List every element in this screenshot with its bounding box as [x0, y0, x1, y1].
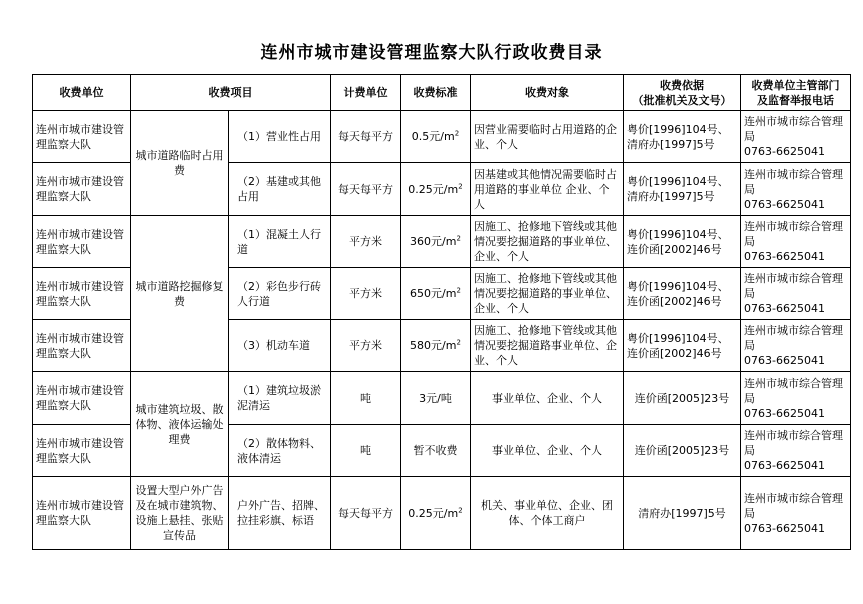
table-row	[33, 111, 851, 163]
cell-sub-item: （2）彩色步行砖人行道	[229, 268, 331, 320]
cell-target: 事业单位、企业、个人	[471, 372, 624, 425]
header-basis: 收费依据 （批准机关及文号）	[624, 75, 741, 111]
cell-measure: 平方米	[331, 268, 401, 320]
cell-target: 因施工、抢修地下管线或其他情况要挖掘道路的事业单位、企业、个人	[471, 216, 624, 268]
cell-standard: 650元$/m^2$	[401, 268, 471, 320]
cell-basis: 清府办[1997]5号	[624, 477, 741, 550]
cell-unit: 连州市城市建设管理监察大队	[33, 320, 131, 372]
cell-dept: 连州市城市综合管理局 0763-6625041	[741, 320, 851, 372]
table-header-row	[33, 75, 851, 111]
cell-target: 因施工、抢修地下管线或其他情况要挖掘道路事业单位、企业、个人	[471, 320, 624, 372]
header-item: 收费项目	[131, 75, 331, 111]
cell-measure: 每天每平方	[331, 111, 401, 163]
header-standard: 收费标准	[401, 75, 471, 111]
table-row	[33, 216, 851, 268]
cell-unit: 连州市城市建设管理监察大队	[33, 111, 131, 163]
cell-standard: 3元/吨	[401, 372, 471, 425]
cell-target: 因施工、抢修地下管线或其他情况要挖掘道路的事业单位、企业、个人	[471, 268, 624, 320]
cell-basis: 粤价[1996]104号、 连价函[2002]46号	[624, 268, 741, 320]
cell-measure: 平方米	[331, 216, 401, 268]
cell-standard: 0.25元$/m^2$	[401, 477, 471, 550]
cell-standard: 360元$/m^2$	[401, 216, 471, 268]
table-row	[33, 477, 851, 550]
fee-table	[32, 74, 851, 550]
cell-standard: 0.5元$/m^2$	[401, 111, 471, 163]
cell-sub-item: （3）机动车道	[229, 320, 331, 372]
cell-group: 城市道路临时占用费	[131, 111, 229, 216]
cell-standard: 580元$/m^2$	[401, 320, 471, 372]
cell-dept: 连州市城市综合管理局 0763-6625041	[741, 477, 851, 550]
cell-dept: 连州市城市综合管理局 0763-6625041	[741, 163, 851, 216]
cell-sub-item: （1）营业性占用	[229, 111, 331, 163]
cell-measure: 吨	[331, 425, 401, 477]
cell-group: 设置大型户外广告及在城市建筑物、设施上悬挂、张贴宣传品	[131, 477, 229, 550]
cell-measure: 平方米	[331, 320, 401, 372]
cell-target: 机关、事业单位、企业、团体、个体工商户	[471, 477, 624, 550]
cell-unit: 连州市城市建设管理监察大队	[33, 163, 131, 216]
cell-standard: 0.25元$/m^2$	[401, 163, 471, 216]
cell-group: 城市道路挖掘修复费	[131, 216, 229, 372]
cell-sub-item: （1）混凝土人行道	[229, 216, 331, 268]
header-unit: 收费单位	[33, 75, 131, 111]
cell-basis: 粤价[1996]104号、 连价函[2002]46号	[624, 216, 741, 268]
cell-target: 因基建或其他情况需要临时占用道路的事业单位 企业、个人	[471, 163, 624, 216]
cell-basis: 粤价[1996]104号、 清府办[1997]5号	[624, 111, 741, 163]
cell-unit: 连州市城市建设管理监察大队	[33, 268, 131, 320]
cell-unit: 连州市城市建设管理监察大队	[33, 425, 131, 477]
cell-basis: 连价函[2005]23号	[624, 372, 741, 425]
table-row	[33, 372, 851, 425]
cell-dept: 连州市城市综合管理局 0763-6625041	[741, 425, 851, 477]
cell-sub-item: 户外广告、招牌、拉挂彩旗、标语	[229, 477, 331, 550]
header-measure: 计费单位	[331, 75, 401, 111]
cell-measure: 吨	[331, 372, 401, 425]
cell-dept: 连州市城市综合管理局 0763-6625041	[741, 216, 851, 268]
cell-sub-item: （1）建筑垃圾淤泥清运	[229, 372, 331, 425]
cell-target: 事业单位、企业、个人	[471, 425, 624, 477]
cell-unit: 连州市城市建设管理监察大队	[33, 216, 131, 268]
cell-unit: 连州市城市建设管理监察大队	[33, 477, 131, 550]
cell-measure: 每天每平方	[331, 163, 401, 216]
cell-dept: 连州市城市综合管理局 0763-6625041	[741, 268, 851, 320]
header-target: 收费对象	[471, 75, 624, 111]
cell-target: 因营业需要临时占用道路的企业、个人	[471, 111, 624, 163]
header-dept: 收费单位主管部门 及监督举报电话	[741, 75, 851, 111]
cell-basis: 连价函[2005]23号	[624, 425, 741, 477]
cell-unit: 连州市城市建设管理监察大队	[33, 372, 131, 425]
cell-dept: 连州市城市综合管理局 0763-6625041	[741, 372, 851, 425]
cell-basis: 粤价[1996]104号、 连价函[2002]46号	[624, 320, 741, 372]
cell-standard: 暂不收费	[401, 425, 471, 477]
cell-measure: 每天每平方	[331, 477, 401, 550]
cell-sub-item: （2）散体物料、液体清运	[229, 425, 331, 477]
cell-basis: 粤价[1996]104号、 清府办[1997]5号	[624, 163, 741, 216]
cell-dept: 连州市城市综合管理局 0763-6625041	[741, 111, 851, 163]
page-title: 连州市城市建设管理监察大队行政收费目录	[260, 43, 603, 63]
cell-sub-item: （2）基建或其他占用	[229, 163, 331, 216]
cell-group: 城市建筑垃圾、散体物、液体运输处理费	[131, 372, 229, 477]
